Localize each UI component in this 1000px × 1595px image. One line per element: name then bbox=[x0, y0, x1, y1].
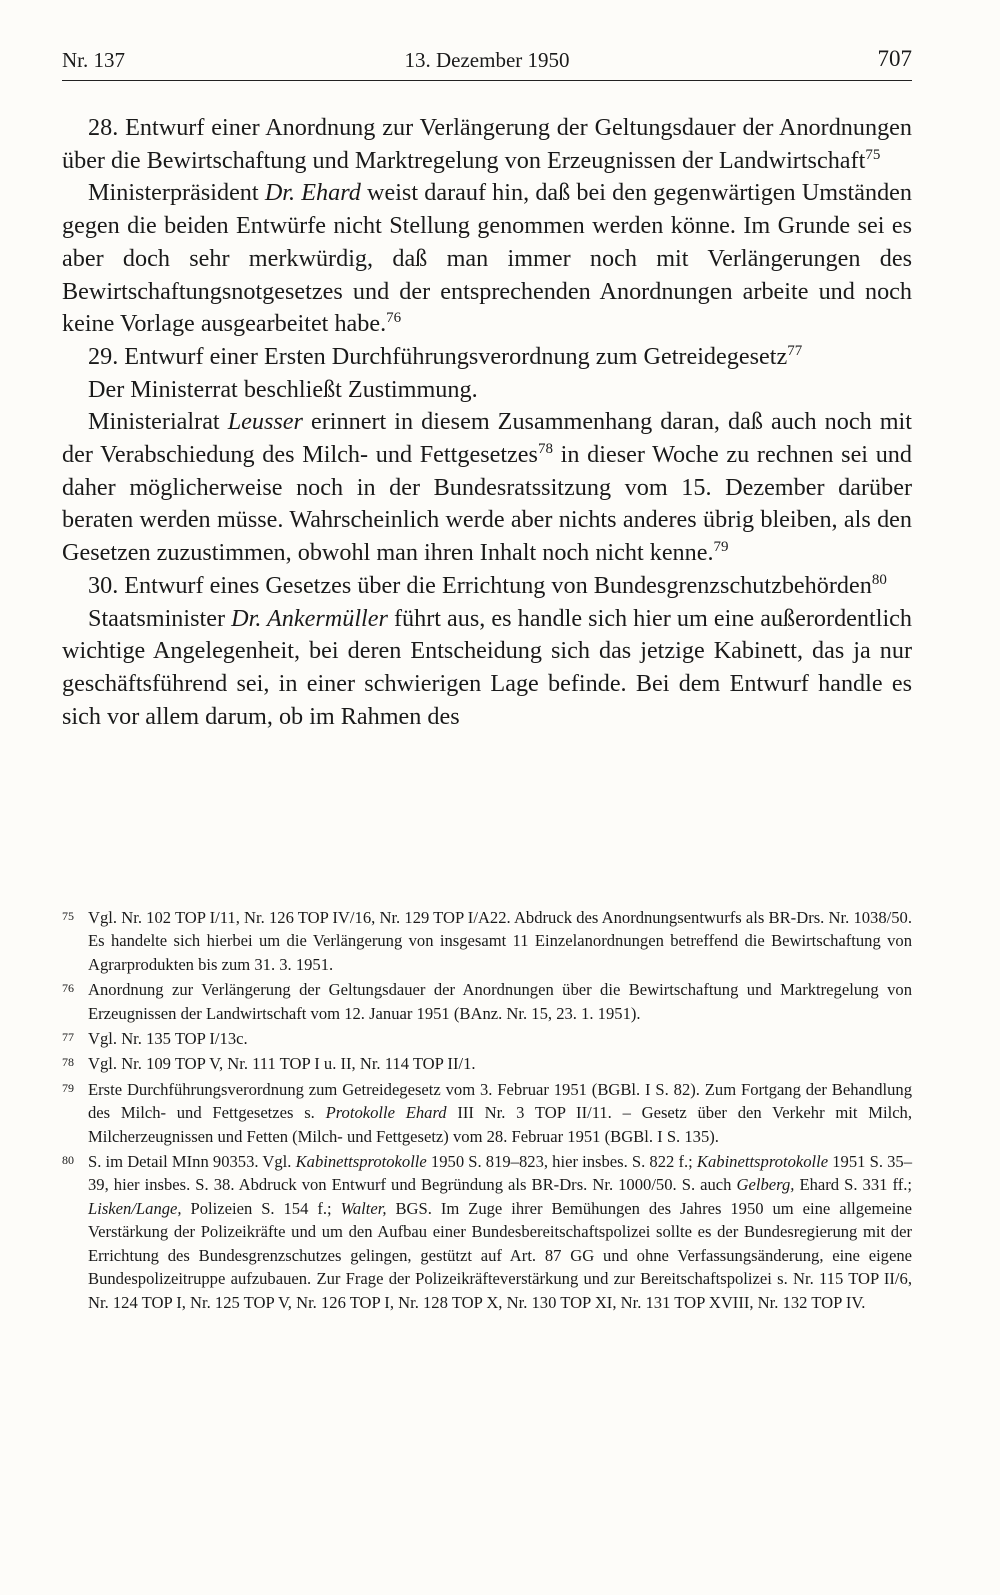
page-header bbox=[62, 44, 912, 81]
speaker-name: Dr. Ankermüller bbox=[231, 604, 388, 632]
footnote-78: 78 Vgl. Nr. 109 TOP V, Nr. 111 TOP I u. II, Nr. 114 TOP II/1. bbox=[62, 1052, 912, 1075]
footnote-number: 79 bbox=[62, 1080, 74, 1095]
footnote-ref: 78 bbox=[537, 441, 553, 458]
footnote-number: 75 bbox=[62, 909, 74, 923]
footnote-77: 77 Vgl. Nr. 135 TOP I/13c. bbox=[62, 1027, 912, 1050]
footnote-79: 79 Erste Durchführungsverordnung zum Getreidegesetz vom 3. Februar 1951 (BGBl. I S. 82). Zum Fortgang der Behandlung des Milch- und Fettgesetzes s. Protokolle Ehard III Nr. 3 TOP II/11. – Gesetz über den Verkehr mit Milch, Milcherzeugnissen und Fetten (Milch- und Fettgesetz) vom 28. Februar 1951 (BGBl. I S. 135). bbox=[62, 1078, 912, 1148]
footnotes bbox=[62, 906, 912, 1316]
document-date: 13. Dezember 1950 bbox=[404, 48, 570, 72]
paragraph-ankermueller: Staatsminister Dr. Ankermüller führt aus, es handle sich hier um eine außerordentlich wichtige Angelegenheit, bei deren Entscheidung sich das jetzige Kabinett, das ja nur geschäftsführend sei, in einer schwierigen Lage befinde. Bei dem Entwurf handle es sich vor allem darum, ob im Rahmen des bbox=[62, 604, 912, 730]
footnote-ref: 76 bbox=[386, 310, 402, 327]
footnote-75: 75 Vgl. Nr. 102 TOP I/11, Nr. 126 TOP IV/16, Nr. 129 TOP I/A22. Abdruck des Anordnungsentwurfs als BR-Drs. Nr. 1038/50. Es handelte sich hierbei um die Verlängerung von insgesamt 11 Einzelanordnungen betreffend die Bewirtschaftung von Agrarprodukten bis zum 31. 3. 1951. bbox=[62, 906, 912, 976]
footnote-number: 76 bbox=[62, 981, 74, 996]
speaker-name: Leusser bbox=[227, 408, 303, 436]
footnote-80: 80 S. im Detail MInn 90353. Vgl. Kabinettsprotokolle 1950 S. 819–823, hier insbes. S. 822 f.; Kabinettsprotokolle 1951 S. 35–39, hier insbes. S. 38. Abdruck von Entwurf und Begründung als BR-Drs. Nr. 1000/50. S. auch Gelberg, Ehard S. 331 ff.; Lisken/Lange, Polizeien S. 154 f.; Walter, BGS. Im Zuge ihrer Bemühungen des Jahres 1950 um eine allgemeine Verstärkung der Polizeikräfte und um den Aufbau einer Bundesbereitschaftspolizei sollte es der Bundesregierung mit der Errichtung des Bundesgrenzschutzes gelingen, gestützt auf Art. 87 GG und ohne Verfassungsänderung, eine eigene Bundespolizeitruppe aufzubauen. Zur Frage der Polizeikräfteverstärkung und zur Bereitschaftspolizei s. Nr. 115 TOP II/6, Nr. 124 TOP I, Nr. 125 TOP V, Nr. 126 TOP I, Nr. 128 TOP X, Nr. 130 TOP XI, Nr. 131 TOP XVIII, Nr. 132 TOP IV. bbox=[62, 1150, 912, 1314]
agenda-item-30: 30. Entwurf eines Gesetzes über die Errichtung von Bundesgrenzschutzbehörden$^{80}$ bbox=[88, 571, 887, 599]
footnote-ref: 80 bbox=[871, 571, 887, 588]
speaker-name: Dr. Ehard bbox=[264, 179, 361, 207]
paragraph-ehard: Ministerpräsident Dr. Ehard weist darauf hin, daß bei den gegenwärtigen Umständen gegen die beiden Entwürfe nicht Stellung genommen werden könne. Im Grunde sei es aber doch sehr merkwürdig, daß man immer noch mit Verlängerungen des Bewirtschaftungsnotgesetzes und der entsprechenden Anordnungen arbeite und noch keine Vorlage ausgearbeitet habe.$^{76}$ bbox=[62, 179, 912, 338]
footnote-ref: 77 bbox=[787, 342, 803, 359]
paragraph-decision: Der Ministerrat beschließt Zustimmung. bbox=[88, 375, 478, 403]
footnote-ref: 75 bbox=[865, 146, 881, 163]
page-number: 707 bbox=[877, 46, 912, 71]
footnote-number: 80 bbox=[62, 1153, 74, 1168]
document-number: Nr. 137 bbox=[62, 48, 125, 72]
footnote-ref: 79 bbox=[713, 539, 729, 556]
agenda-item-29: 29. Entwurf einer Ersten Durchführungsverordnung zum Getreidegesetz$^{77}$ bbox=[88, 342, 803, 370]
footnote-76: 76 Anordnung zur Verlängerung der Geltungsdauer der Anordnungen über die Bewirtschaftung und Marktregelung von Erzeugnissen der Landwirtschaft vom 12. Januar 1951 (BAnz. Nr. 15, 23. 1. 1951). bbox=[62, 978, 912, 1025]
footnote-number: 78 bbox=[62, 1055, 74, 1070]
agenda-item-28: 28. Entwurf einer Anordnung zur Verlängerung der Geltungsdauer der Anordnungen über die Bewirtschaftung und Marktregelung von Erzeugnissen der Landwirtschaft$^{75}$ bbox=[62, 114, 912, 174]
paragraph-leusser: Ministerialrat Leusser erinnert in diesem Zusammenhang daran, daß auch noch mit der Verabschiedung des Milch- und Fettgesetzes$^{78}$ in dieser Woche zu rechnen sei und daher möglicherweise noch in der Bundesratssitzung vom 15. Dezember darüber beraten werden müsse. Wahrscheinlich werde aber nichts anderes übrig bleiben, als den Gesetzen zuzustimmen, obwohl man ihren Inhalt noch nicht kenne.$^{79}$ bbox=[62, 408, 912, 567]
main-text bbox=[62, 112, 912, 733]
footnote-number: 77 bbox=[62, 1030, 74, 1045]
